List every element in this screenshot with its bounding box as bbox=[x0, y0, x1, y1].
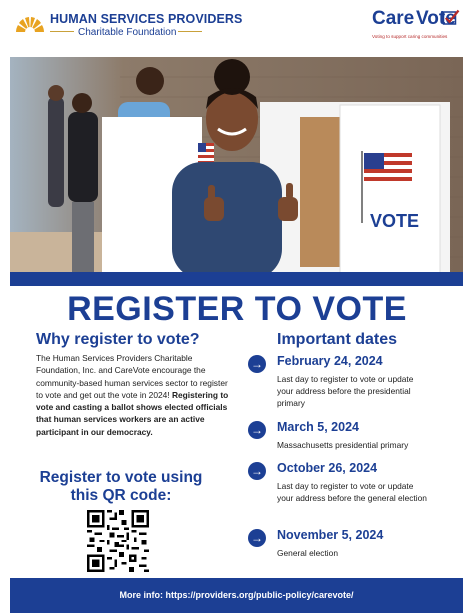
date-title: November 5, 2024 bbox=[277, 528, 384, 542]
carevote-logo bbox=[372, 8, 464, 44]
qr-heading: Register to vote using this QR code: bbox=[39, 469, 203, 504]
date-title: October 26, 2024 bbox=[277, 461, 378, 475]
divider bbox=[178, 31, 202, 32]
why-body-plain: The Human Services Providers Charitable Foundation, Inc. and CareVote encourage the community-based human services sector to register to vote and get out the vote in 2024! bbox=[36, 353, 228, 400]
org-subtitle: Charitable Foundation bbox=[78, 27, 177, 38]
arrow-right-icon: → bbox=[248, 529, 266, 547]
voters-illustration bbox=[10, 57, 463, 279]
divider bbox=[50, 31, 74, 32]
carevote-vote-text: Vote bbox=[416, 8, 456, 29]
page-title: REGISTER TO VOTE bbox=[67, 290, 407, 328]
why-heading: Why register to vote? bbox=[36, 331, 200, 348]
footer-more-info-link[interactable]: More info: https://providers.org/public-policy/carevote/ bbox=[10, 578, 463, 613]
qr-code-icon[interactable] bbox=[87, 510, 149, 572]
date-description: General election bbox=[277, 548, 338, 558]
date-description: Last day to register to vote or update your address before the presidential primary bbox=[277, 374, 414, 408]
header bbox=[0, 0, 474, 52]
org-name: HUMAN SERVICES PROVIDERS bbox=[50, 12, 243, 26]
arrow-right-icon: → bbox=[248, 355, 266, 373]
why-body-bold: Registering to vote and casting a ballot shows elected officials that human services workers are an active participant in our democracy. bbox=[36, 389, 229, 437]
date-title: March 5, 2024 bbox=[277, 420, 359, 434]
blue-accent-bar bbox=[10, 272, 463, 286]
date-description: Last day to register to vote or update your address before the general election bbox=[277, 481, 427, 503]
important-dates-heading: Important dates bbox=[277, 331, 398, 348]
hero-photo bbox=[10, 57, 463, 279]
date-description: Massachusetts presidential primary bbox=[277, 440, 409, 450]
carevote-care-text: Care bbox=[372, 8, 415, 29]
carevote-tagline: Voting to support caring communities bbox=[372, 34, 448, 39]
arrow-right-icon: → bbox=[248, 421, 266, 439]
arrow-right-icon: → bbox=[248, 462, 266, 480]
booth-vote-sign: VOTE bbox=[370, 211, 420, 231]
why-body bbox=[36, 352, 236, 438]
date-title: February 24, 2024 bbox=[277, 354, 383, 368]
sunburst-logo-icon bbox=[14, 10, 46, 34]
checkbox-check-icon bbox=[442, 8, 460, 28]
